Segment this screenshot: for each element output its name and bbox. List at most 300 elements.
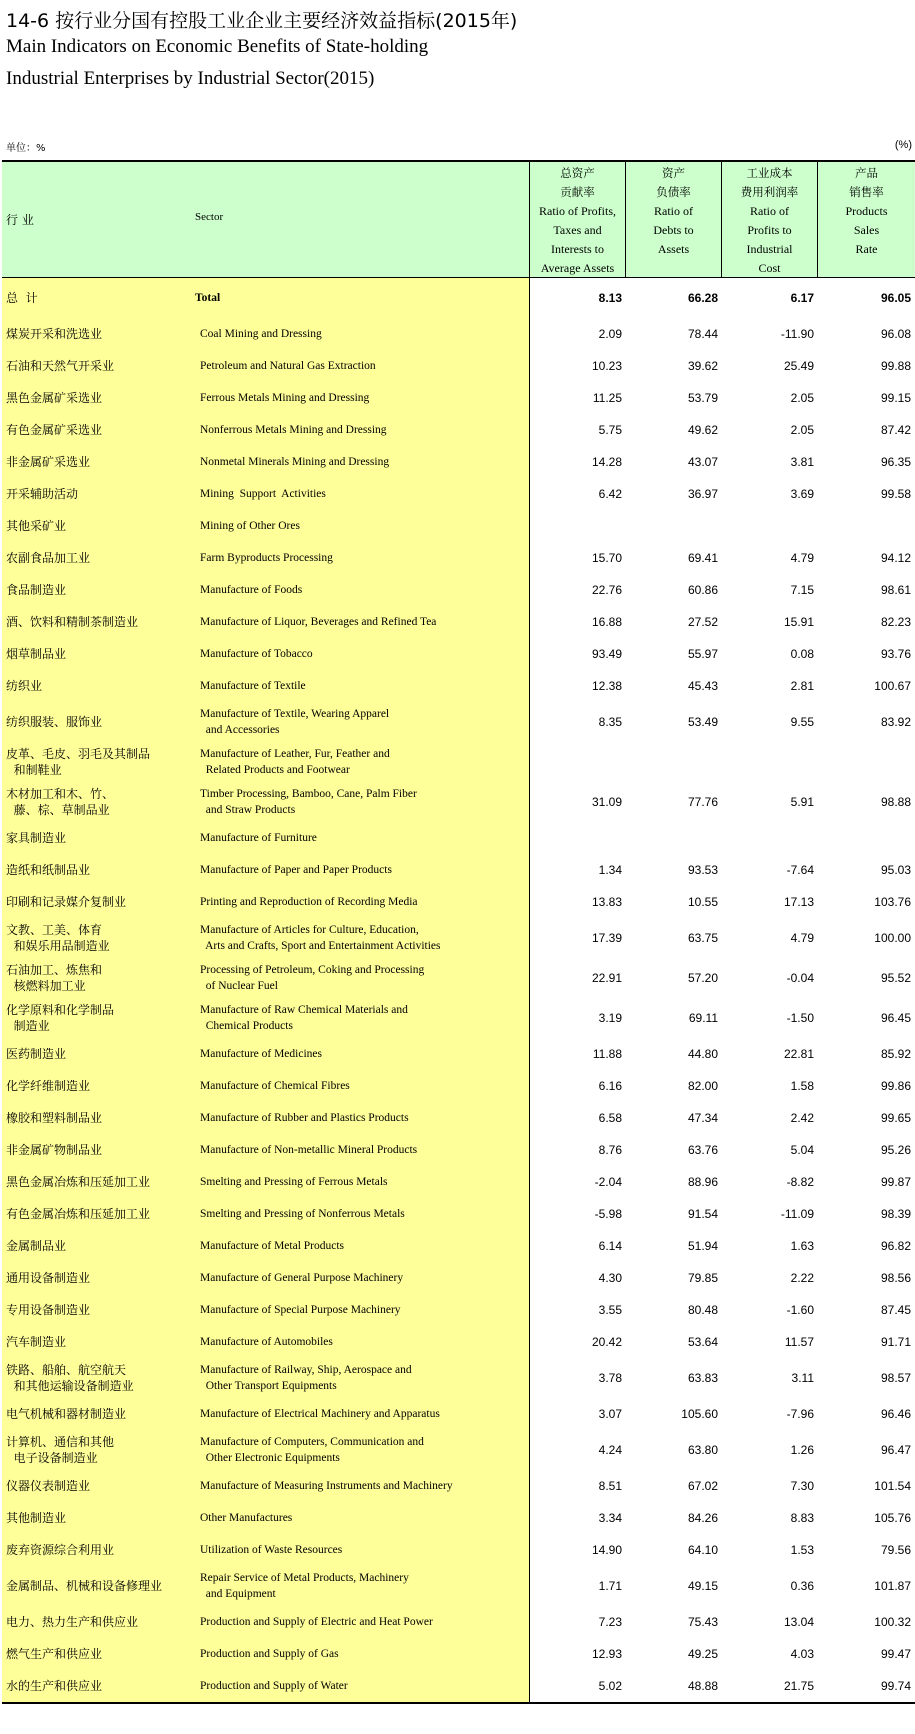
sector-name-cn: 计算机、通信和其他 电子设备制造业 bbox=[6, 1435, 115, 1465]
sector-name-cn: 造纸和纸制品业 bbox=[6, 863, 91, 877]
table-row bbox=[2, 1430, 529, 1470]
table-row-values bbox=[530, 1102, 915, 1134]
sector-name-en: Smelting and Pressing of Nonferrous Metals bbox=[200, 1208, 405, 1220]
sector-name-cn: 酒、饮料和精制茶制造业 bbox=[6, 615, 139, 629]
value-cell: 11.88 bbox=[592, 1047, 622, 1061]
header-col-2-en-line: Industrial bbox=[746, 242, 793, 256]
table-row bbox=[2, 478, 529, 510]
unit-label: 单位：% bbox=[6, 143, 46, 154]
header-col-1-en-line: Assets bbox=[657, 242, 690, 256]
value-cell: 22.81 bbox=[783, 1047, 814, 1061]
header-col-3-en-line: Sales bbox=[853, 223, 880, 237]
value-cell: 2.42 bbox=[790, 1111, 814, 1125]
table-row bbox=[2, 414, 529, 446]
value-cell: 8.76 bbox=[598, 1143, 622, 1157]
header-col-0-en-line: Ratio of Profits, bbox=[539, 204, 616, 218]
value-cell: 8.35 bbox=[598, 715, 622, 729]
value-cell: 3.07 bbox=[598, 1407, 622, 1421]
table-row bbox=[2, 382, 529, 414]
value-cell: 93.76 bbox=[880, 647, 911, 661]
value-cell: 1.63 bbox=[790, 1239, 814, 1253]
table-row bbox=[2, 1534, 529, 1566]
table-row bbox=[2, 822, 529, 854]
sector-name-en: Manufacture of Liquor, Beverages and Refined Tea bbox=[200, 616, 437, 628]
page-title-en-line2: Industrial Enterprises by Industrial Sector(2015) bbox=[6, 68, 375, 89]
value-cell: 3.81 bbox=[790, 455, 814, 469]
table-row bbox=[2, 1606, 529, 1638]
sector-name-en: Petroleum and Natural Gas Extraction bbox=[200, 360, 376, 372]
header-sector-area bbox=[2, 162, 530, 277]
value-cell: 69.41 bbox=[687, 551, 718, 565]
table-row bbox=[2, 510, 529, 542]
value-cell: 49.62 bbox=[687, 423, 718, 437]
sector-name-cn: 水的生产和供应业 bbox=[6, 1679, 103, 1693]
value-cell: 101.54 bbox=[874, 1479, 911, 1493]
value-cell: 5.04 bbox=[790, 1143, 814, 1157]
value-cell: 103.76 bbox=[874, 895, 911, 909]
header-col-3-en-line: Rate bbox=[855, 242, 878, 256]
sector-name-cn: 煤炭开采和洗选业 bbox=[6, 327, 103, 341]
sector-column bbox=[2, 278, 530, 1702]
value-cell: 96.45 bbox=[880, 1011, 911, 1025]
value-cell: 63.83 bbox=[687, 1371, 718, 1385]
header-col-0-cn-line: 贡献率 bbox=[560, 185, 595, 199]
value-cell: 44.80 bbox=[687, 1047, 718, 1061]
sector-name-en: Manufacture of Electrical Machinery and Apparatus bbox=[200, 1408, 440, 1420]
sector-name-en: Manufacture of Non-metallic Mineral Products bbox=[200, 1144, 418, 1156]
header-col-assets-contribution bbox=[530, 162, 626, 277]
sector-name-en: Manufacture of Raw Chemical Materials and Chemical Products bbox=[200, 1004, 408, 1032]
sector-name-cn: 废弃资源综合利用业 bbox=[6, 1543, 115, 1557]
value-cell: 99.87 bbox=[880, 1175, 911, 1189]
sector-name-en: Manufacture of Furniture bbox=[200, 832, 317, 844]
sector-name-cn: 专用设备制造业 bbox=[6, 1303, 91, 1317]
indicator-table bbox=[2, 160, 915, 1704]
value-cell: 87.42 bbox=[880, 423, 911, 437]
table-row bbox=[2, 670, 529, 702]
sector-name-cn: 医药制造业 bbox=[6, 1047, 67, 1061]
value-cell: 22.76 bbox=[591, 583, 622, 597]
value-cell: 99.58 bbox=[880, 487, 911, 501]
value-cell: 3.34 bbox=[598, 1511, 622, 1525]
value-cell: 7.15 bbox=[790, 583, 814, 597]
value-cell: 84.26 bbox=[687, 1511, 718, 1525]
value-cell: 1.71 bbox=[598, 1579, 622, 1593]
table-row bbox=[2, 1470, 529, 1502]
table-row bbox=[2, 918, 529, 958]
value-cell: 98.56 bbox=[880, 1271, 911, 1285]
sector-name-cn: 非金属矿物制品业 bbox=[6, 1143, 103, 1157]
table-row bbox=[2, 958, 529, 998]
table-row-values bbox=[530, 1638, 915, 1670]
sector-name-cn: 仪器仪表制造业 bbox=[6, 1479, 91, 1493]
value-cell: 63.80 bbox=[687, 1443, 718, 1457]
value-cell: 14.90 bbox=[591, 1543, 622, 1557]
value-cell: 99.88 bbox=[880, 359, 911, 373]
sector-name-cn: 电气机械和器材制造业 bbox=[6, 1407, 127, 1421]
value-cell: -2.04 bbox=[594, 1175, 622, 1189]
table-row bbox=[2, 1102, 529, 1134]
sector-name-en: Farm Byproducts Processing bbox=[200, 552, 333, 564]
value-cell: 101.87 bbox=[874, 1579, 911, 1593]
value-cell: 10.23 bbox=[591, 359, 622, 373]
value-cell: 82.00 bbox=[687, 1079, 718, 1093]
sector-name-cn: 文教、工美、体育 和娱乐用品制造业 bbox=[6, 923, 110, 953]
value-cell: 87.45 bbox=[880, 1303, 911, 1317]
value-cell: 63.75 bbox=[687, 931, 718, 945]
header-col-2-en-line: Cost bbox=[758, 261, 781, 275]
value-cell: 8.51 bbox=[598, 1479, 622, 1493]
value-cell: 2.09 bbox=[598, 327, 622, 341]
table-row-values bbox=[530, 478, 915, 510]
table-row bbox=[2, 742, 529, 782]
value-cell: 99.65 bbox=[880, 1111, 911, 1125]
value-cell: 99.15 bbox=[880, 391, 911, 405]
value-cell: 98.88 bbox=[880, 795, 911, 809]
value-cell: 63.76 bbox=[687, 1143, 718, 1157]
value-cell: 4.79 bbox=[790, 931, 814, 945]
sector-name-cn: 电力、热力生产和供应业 bbox=[6, 1615, 139, 1629]
table-row-values bbox=[530, 1430, 915, 1470]
sector-name-cn: 印刷和记录媒介复制业 bbox=[6, 895, 127, 909]
value-cell: 12.93 bbox=[591, 1647, 622, 1661]
table-row-values bbox=[530, 1502, 915, 1534]
value-cell: 3.19 bbox=[598, 1011, 622, 1025]
value-cell: -1.50 bbox=[786, 1011, 814, 1025]
unit-percent: (%) bbox=[894, 139, 912, 151]
value-cell: 96.47 bbox=[880, 1443, 911, 1457]
value-cell: 22.91 bbox=[591, 971, 622, 985]
sector-name-en: Other Manufactures bbox=[200, 1512, 293, 1524]
sector-name-cn: 纺织业 bbox=[6, 679, 43, 693]
value-cell: 53.64 bbox=[687, 1335, 718, 1349]
page-title-en-line1: Main Indicators on Economic Benefits of State-holding bbox=[6, 36, 429, 57]
sector-name-en: Manufacture of Leather, Fur, Feather and Related Products and Footwear bbox=[200, 748, 390, 776]
table-row bbox=[2, 318, 529, 350]
table-row-values bbox=[530, 958, 915, 998]
value-cell: 91.54 bbox=[687, 1207, 718, 1221]
table-row-values bbox=[530, 1398, 915, 1430]
value-cell: 1.26 bbox=[790, 1443, 814, 1457]
sector-name-en: Manufacture of Measuring Instruments and Machinery bbox=[200, 1480, 453, 1492]
value-cell: 96.05 bbox=[880, 291, 911, 305]
value-cell: 11.57 bbox=[784, 1335, 814, 1349]
sector-name-en: Manufacture of Articles for Culture, Education, Arts and Crafts, Sport and Entertainment Activities bbox=[200, 924, 441, 952]
table-row-values bbox=[530, 1134, 915, 1166]
value-cell: -8.82 bbox=[786, 1175, 814, 1189]
sector-name-cn: 总 计 bbox=[6, 291, 38, 305]
value-cell: 8.83 bbox=[790, 1511, 814, 1525]
value-cell: 2.22 bbox=[790, 1271, 814, 1285]
value-cell: 48.88 bbox=[687, 1679, 718, 1693]
table-row-values bbox=[530, 318, 915, 350]
sector-name-en: Manufacture of Rubber and Plastics Products bbox=[200, 1112, 409, 1124]
sector-name-en: Manufacture of Paper and Paper Products bbox=[200, 864, 392, 876]
value-cell: 99.74 bbox=[880, 1679, 911, 1693]
sector-name-en: Manufacture of Chemical Fibres bbox=[200, 1080, 350, 1092]
sector-name-cn: 其他采矿业 bbox=[6, 519, 67, 533]
value-cell: 98.61 bbox=[880, 583, 911, 597]
value-cell: 17.39 bbox=[591, 931, 622, 945]
value-cell: 6.17 bbox=[790, 291, 814, 305]
sector-name-cn: 化学原料和化学制品 制造业 bbox=[6, 1003, 115, 1033]
value-cell: -11.09 bbox=[780, 1207, 814, 1221]
value-cell: 1.53 bbox=[790, 1543, 814, 1557]
table-row-values bbox=[530, 854, 915, 886]
sector-name-en: Manufacture of Medicines bbox=[200, 1048, 322, 1060]
value-cell: 98.57 bbox=[880, 1371, 911, 1385]
value-cell: -0.04 bbox=[786, 971, 814, 985]
header-col-1-cn-line: 负债率 bbox=[656, 185, 691, 199]
table-row bbox=[2, 886, 529, 918]
table-row bbox=[2, 638, 529, 670]
sector-name-cn: 铁路、船舶、航空航天 和其他运输设备制造业 bbox=[6, 1363, 134, 1393]
value-cell: 0.36 bbox=[790, 1579, 814, 1593]
table-row-values bbox=[530, 1534, 915, 1566]
sector-name-cn: 石油加工、炼焦和 核燃料加工业 bbox=[6, 963, 103, 993]
value-cell: 14.28 bbox=[591, 455, 622, 469]
table-body bbox=[2, 278, 915, 1702]
header-col-1-cn-line: 资产 bbox=[662, 166, 685, 180]
value-cell: 95.26 bbox=[880, 1143, 911, 1157]
value-cell: 77.76 bbox=[687, 795, 718, 809]
header-col-0-en-line: Interests to bbox=[551, 242, 604, 256]
table-row-values bbox=[530, 1670, 915, 1702]
value-cell: 66.28 bbox=[687, 291, 718, 305]
value-cell: 2.05 bbox=[790, 423, 814, 437]
table-row bbox=[2, 1398, 529, 1430]
sector-name-cn: 金属制品业 bbox=[6, 1239, 67, 1253]
table-row-values bbox=[530, 918, 915, 958]
sector-name-en: Ferrous Metals Mining and Dressing bbox=[200, 392, 370, 404]
table-row bbox=[2, 1326, 529, 1358]
value-cell: 98.39 bbox=[880, 1207, 911, 1221]
value-cell: 45.43 bbox=[687, 679, 718, 693]
page-title-cn: 14-6 按行业分国有控股工业企业主要经济效益指标(2015年) bbox=[6, 10, 518, 32]
sector-name-en: Manufacture of General Purpose Machinery bbox=[200, 1272, 404, 1284]
value-cell: 20.42 bbox=[591, 1335, 622, 1349]
table-row bbox=[2, 1566, 529, 1606]
value-cell: 49.25 bbox=[687, 1647, 718, 1661]
table-row bbox=[2, 1670, 529, 1702]
value-cell: 16.88 bbox=[591, 615, 622, 629]
sector-name-cn: 燃气生产和供应业 bbox=[6, 1647, 103, 1661]
sector-name-en: Nonferrous Metals Mining and Dressing bbox=[200, 424, 387, 436]
sector-name-en: Production and Supply of Water bbox=[200, 1680, 348, 1692]
value-cell: 39.62 bbox=[687, 359, 718, 373]
table-row bbox=[2, 1638, 529, 1670]
sector-name-en: Timber Processing, Bamboo, Cane, Palm Fiber and Straw Products bbox=[200, 788, 417, 816]
value-cell: 2.81 bbox=[790, 679, 814, 693]
value-cell: 51.94 bbox=[687, 1239, 718, 1253]
value-cell: 5.75 bbox=[598, 423, 622, 437]
value-cell: 69.11 bbox=[688, 1011, 718, 1025]
sector-name-en: Production and Supply of Gas bbox=[200, 1648, 339, 1660]
value-cell: 96.35 bbox=[880, 455, 911, 469]
value-cell: 64.10 bbox=[687, 1543, 718, 1557]
sector-name-en: Manufacture of Metal Products bbox=[200, 1240, 345, 1252]
table-row-values bbox=[530, 886, 915, 918]
sector-name-en: Mining of Other Ores bbox=[200, 520, 300, 532]
table-row-values bbox=[530, 542, 915, 574]
value-cell: 11.25 bbox=[592, 391, 622, 405]
sector-name-en: Mining Support Activities bbox=[200, 488, 326, 500]
table-row-values bbox=[530, 1198, 915, 1230]
value-cell: 53.79 bbox=[687, 391, 718, 405]
value-cell: 3.69 bbox=[790, 487, 814, 501]
header-industry-cn: 行 业 bbox=[6, 213, 34, 227]
table-row bbox=[2, 1230, 529, 1262]
value-cell: 36.97 bbox=[687, 487, 718, 501]
sector-name-en: Production and Supply of Electric and Heat Power bbox=[200, 1616, 433, 1628]
sector-name-cn: 黑色金属冶炼和压延加工业 bbox=[6, 1175, 151, 1189]
header-col-3-en-line: Products bbox=[845, 204, 888, 218]
sector-name-cn: 汽车制造业 bbox=[6, 1335, 67, 1349]
value-cell: 4.03 bbox=[790, 1647, 814, 1661]
value-cell: 99.47 bbox=[880, 1647, 911, 1661]
value-cell: -7.64 bbox=[786, 863, 814, 877]
table-row-values bbox=[530, 742, 915, 782]
table-row-values bbox=[530, 1358, 915, 1398]
value-cell: 93.53 bbox=[687, 863, 718, 877]
table-row-values bbox=[530, 1262, 915, 1294]
table-row-values bbox=[530, 1326, 915, 1358]
table-row-values bbox=[530, 1566, 915, 1606]
value-cell: 91.71 bbox=[880, 1335, 911, 1349]
table-row bbox=[2, 1294, 529, 1326]
table-row bbox=[2, 606, 529, 638]
value-cell: 31.09 bbox=[591, 795, 622, 809]
value-cell: 27.52 bbox=[687, 615, 718, 629]
value-cell: -11.90 bbox=[780, 327, 814, 341]
value-cell: 53.49 bbox=[687, 715, 718, 729]
sector-name-en: Coal Mining and Dressing bbox=[200, 328, 322, 340]
sector-name-cn: 非金属矿采选业 bbox=[6, 455, 91, 469]
table-row-values bbox=[530, 1294, 915, 1326]
value-cell: 96.82 bbox=[880, 1239, 911, 1253]
table-row-values bbox=[530, 1470, 915, 1502]
value-cell: 6.42 bbox=[598, 487, 622, 501]
header-col-sales-rate bbox=[818, 162, 915, 277]
table-row-values bbox=[530, 446, 915, 478]
header-col-cost-profit-ratio bbox=[722, 162, 818, 277]
value-cell: 60.86 bbox=[687, 583, 718, 597]
table-row-values bbox=[530, 278, 915, 318]
sector-name-en: Manufacture of Special Purpose Machinery bbox=[200, 1304, 401, 1316]
table-row-values bbox=[530, 1230, 915, 1262]
table-row bbox=[2, 1134, 529, 1166]
sector-name-cn: 木材加工和木、竹、 藤、棕、草制品业 bbox=[6, 787, 115, 817]
sector-name-en: Smelting and Pressing of Ferrous Metals bbox=[200, 1176, 388, 1188]
value-cell: 5.91 bbox=[790, 795, 814, 809]
sector-name-en: Manufacture of Textile, Wearing Apparel and Accessories bbox=[200, 708, 390, 736]
value-cell: 78.44 bbox=[687, 327, 718, 341]
value-cell: 15.70 bbox=[591, 551, 622, 565]
value-cell: 2.05 bbox=[790, 391, 814, 405]
value-cell: 99.86 bbox=[880, 1079, 911, 1093]
table-row-values bbox=[530, 510, 915, 542]
table-row-values bbox=[530, 638, 915, 670]
value-cell: 10.55 bbox=[687, 895, 718, 909]
sector-name-en: Total bbox=[195, 292, 221, 304]
value-cell: 6.16 bbox=[598, 1079, 622, 1093]
header-col-2-cn-line: 费用利润率 bbox=[740, 185, 799, 199]
value-cell: 75.43 bbox=[687, 1615, 718, 1629]
value-cell: 100.67 bbox=[874, 679, 911, 693]
table-row bbox=[2, 1070, 529, 1102]
table-row bbox=[2, 1502, 529, 1534]
table-row-values bbox=[530, 670, 915, 702]
header-col-debt-ratio bbox=[626, 162, 722, 277]
sector-name-cn: 皮革、毛皮、羽毛及其制品 和制鞋业 bbox=[6, 747, 151, 777]
value-cell: 55.97 bbox=[687, 647, 718, 661]
table-row bbox=[2, 278, 529, 318]
values-column bbox=[530, 278, 915, 1702]
table-row bbox=[2, 998, 529, 1038]
value-cell: 88.96 bbox=[687, 1175, 718, 1189]
value-cell: 21.75 bbox=[783, 1679, 814, 1693]
value-cell: 49.15 bbox=[687, 1579, 718, 1593]
sector-name-cn: 有色金属冶炼和压延加工业 bbox=[6, 1207, 151, 1221]
sector-name-cn: 其他制造业 bbox=[6, 1511, 67, 1525]
header-sector-en: Sector bbox=[195, 211, 224, 223]
table-row-values bbox=[530, 782, 915, 822]
table-row bbox=[2, 1166, 529, 1198]
sector-name-cn: 有色金属矿采选业 bbox=[6, 423, 103, 437]
table-row bbox=[2, 1358, 529, 1398]
sector-name-cn: 通用设备制造业 bbox=[6, 1271, 91, 1285]
table-row-values bbox=[530, 350, 915, 382]
value-cell: 17.13 bbox=[783, 895, 814, 909]
header-col-3-cn-line: 产品 bbox=[855, 166, 878, 180]
header-col-2-en-line: Ratio of bbox=[750, 204, 789, 218]
value-cell: 47.34 bbox=[687, 1111, 718, 1125]
table-row-values bbox=[530, 1070, 915, 1102]
value-cell: 1.34 bbox=[598, 863, 622, 877]
table-row bbox=[2, 574, 529, 606]
value-cell: 15.91 bbox=[783, 615, 814, 629]
table-row bbox=[2, 350, 529, 382]
value-cell: 95.03 bbox=[880, 863, 911, 877]
value-cell: 4.79 bbox=[790, 551, 814, 565]
value-cell: 95.52 bbox=[880, 971, 911, 985]
value-cell: 0.08 bbox=[790, 647, 814, 661]
value-cell: 100.00 bbox=[874, 931, 911, 945]
table-row-values bbox=[530, 414, 915, 446]
sector-name-cn: 纺织服装、服饰业 bbox=[6, 715, 103, 729]
sector-name-en: Printing and Reproduction of Recording Media bbox=[200, 896, 418, 908]
table-row-values bbox=[530, 1606, 915, 1638]
value-cell: 3.11 bbox=[791, 1371, 814, 1385]
value-cell: 83.92 bbox=[880, 715, 911, 729]
table-header bbox=[2, 162, 915, 278]
table-row-values bbox=[530, 382, 915, 414]
sector-name-cn: 黑色金属矿采选业 bbox=[6, 391, 103, 405]
sector-name-en: Manufacture of Computers, Communication and Other Electronic Equipments bbox=[200, 1436, 424, 1464]
table-row bbox=[2, 1198, 529, 1230]
sector-name-en: Manufacture of Foods bbox=[200, 584, 303, 596]
value-cell: 25.49 bbox=[783, 359, 814, 373]
header-col-2-cn-line: 工业成本 bbox=[746, 166, 793, 180]
table-row bbox=[2, 1262, 529, 1294]
value-cell: 4.30 bbox=[598, 1271, 622, 1285]
value-cell: 96.46 bbox=[880, 1407, 911, 1421]
value-cell: -7.96 bbox=[786, 1407, 814, 1421]
table-row bbox=[2, 542, 529, 574]
value-cell: 5.02 bbox=[598, 1679, 622, 1693]
value-cell: 57.20 bbox=[687, 971, 718, 985]
sector-name-en: Manufacture of Textile bbox=[200, 680, 306, 692]
